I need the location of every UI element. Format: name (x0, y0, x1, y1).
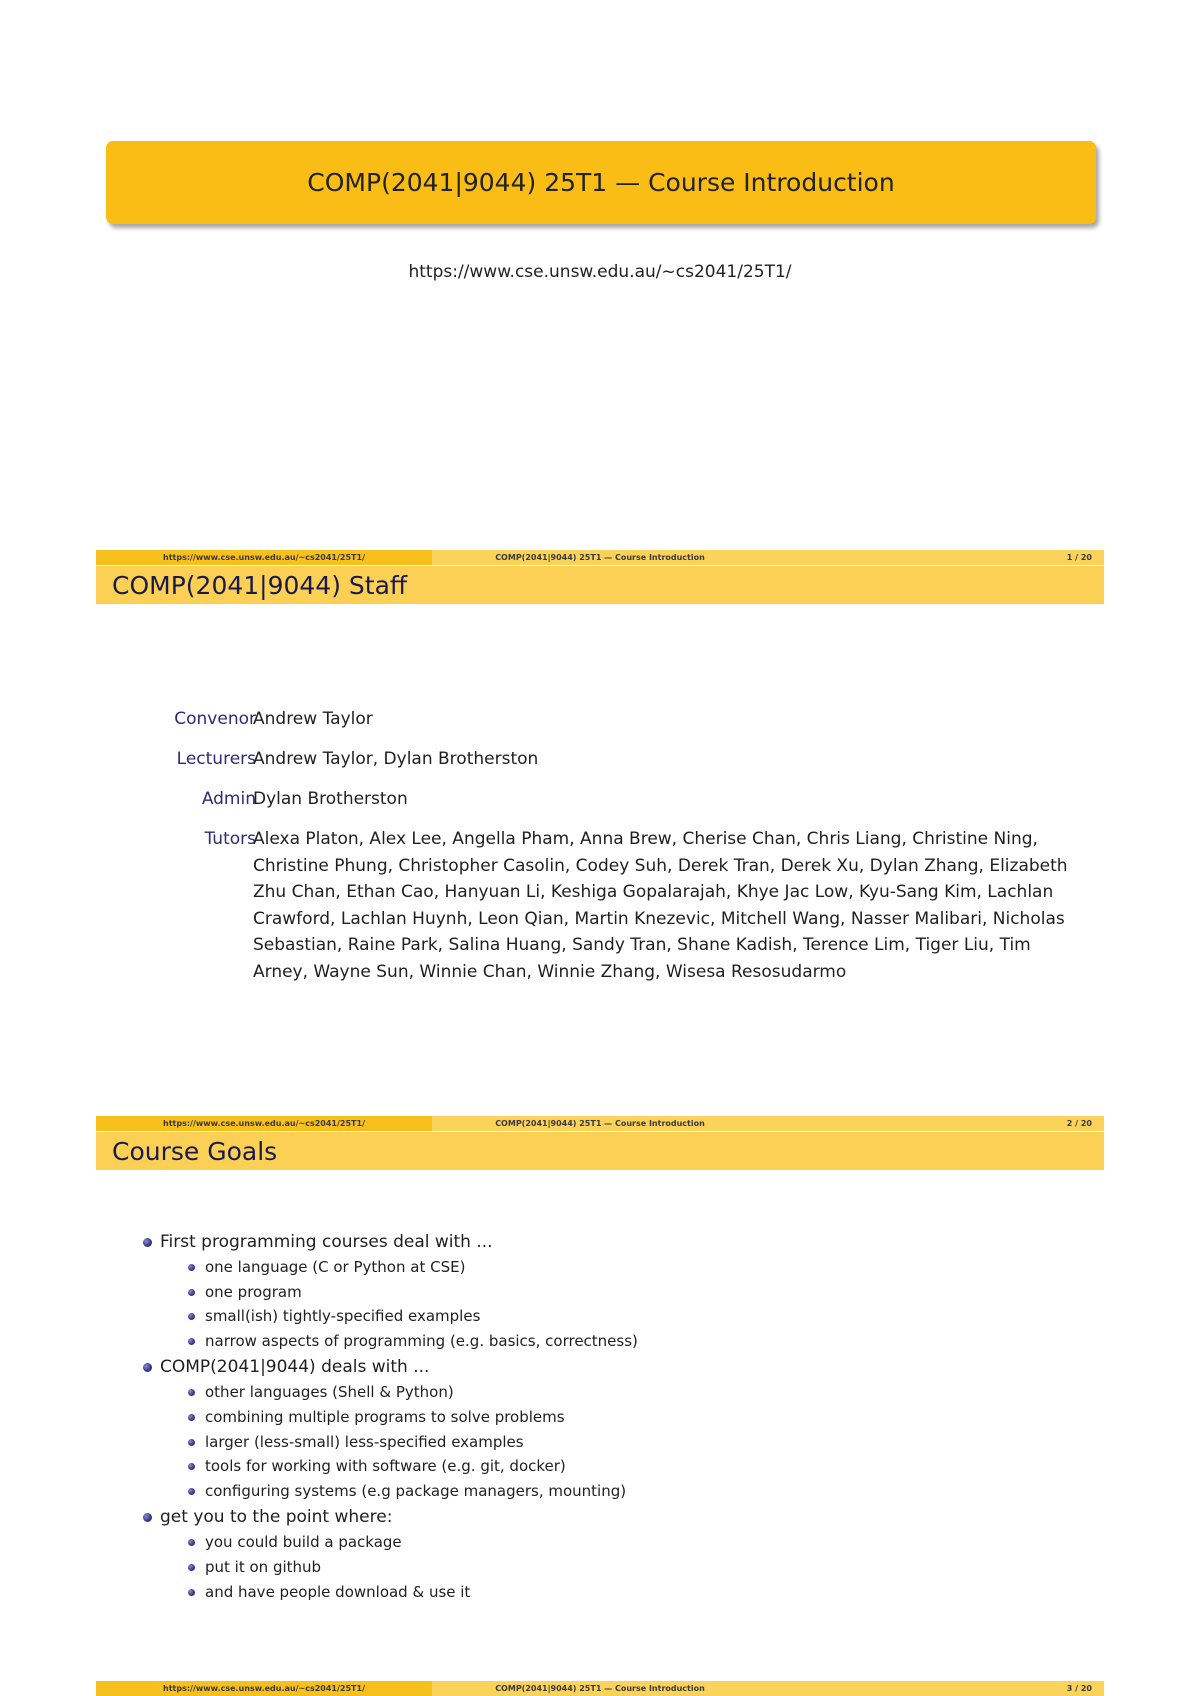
goal-sub-bullet (205, 1533, 402, 1551)
goal-sub-bullet (205, 1408, 565, 1426)
footer-page-number: 1 / 20 (768, 550, 1104, 565)
goal-sub-bullet (205, 1482, 626, 1500)
staff-role: Convenor (174, 709, 256, 729)
goal-sub-bullet (205, 1383, 454, 1401)
bullet-icon (143, 1238, 152, 1247)
title-block (106, 141, 1096, 224)
footer-url[interactable]: https://www.cse.unsw.edu.au/~cs2041/25T1/ (96, 1681, 432, 1696)
sub-bullet-icon (188, 1564, 195, 1571)
goal-bullet-text: get you to the point where: (160, 1507, 393, 1528)
goal-bullet (160, 1507, 392, 1527)
footer-title: COMP(2041|9044) 25T1 — Course Introduction (432, 550, 768, 565)
staff-role: Tutors (204, 829, 256, 849)
goal-sub-bullet-text: other languages (Shell & Python) (205, 1383, 454, 1402)
sub-bullet-icon (188, 1264, 195, 1271)
sub-bullet-icon (188, 1589, 195, 1596)
staff-role: Lecturers (176, 749, 256, 769)
goal-sub-bullet-text: configuring systems (e.g package managers, mounting) (205, 1481, 627, 1500)
sub-bullet-icon (188, 1338, 195, 1345)
sub-bullet-icon (188, 1463, 195, 1470)
goal-sub-bullet-text: put it on github (205, 1558, 322, 1576)
goal-sub-bullet-text: one language (C or Python at CSE) (205, 1258, 466, 1276)
goal-sub-bullet (205, 1457, 566, 1475)
goal-bullet (160, 1357, 429, 1377)
staff-names: Andrew Taylor, Dylan Brotherston (253, 749, 539, 769)
footer-page-number: 2 / 20 (768, 1116, 1104, 1131)
goal-sub-bullet-text: combining multiple programs to solve problems (205, 1408, 565, 1426)
staff-names: Dylan Brotherston (253, 789, 408, 809)
footer-title: COMP(2041|9044) 25T1 — Course Introduction (432, 1116, 768, 1131)
footer-url[interactable]: https://www.cse.unsw.edu.au/~cs2041/25T1/ (96, 1116, 432, 1131)
sub-bullet-icon (188, 1289, 195, 1296)
slide-title (0, 0, 1200, 550)
sub-bullet-icon (188, 1389, 195, 1396)
staff-names: Andrew Taylor (253, 709, 373, 729)
presentation-title: COMP(2041|9044) 25T1 — Course Introduction (307, 168, 895, 197)
footer-title: COMP(2041|9044) 25T1 — Course Introduction (432, 1681, 768, 1696)
goal-sub-bullet (205, 1332, 638, 1350)
goal-sub-bullet (205, 1283, 302, 1301)
bullet-icon (143, 1513, 152, 1522)
goal-sub-bullet (205, 1433, 524, 1451)
footer-page-number: 3 / 20 (768, 1681, 1104, 1696)
goal-sub-bullet-text: small(ish) tightly-specified examples (205, 1307, 481, 1326)
goal-sub-bullet-text: one program (205, 1282, 302, 1301)
sub-bullet-icon (188, 1414, 195, 1421)
goal-sub-bullet (205, 1558, 321, 1576)
frame-title-staff: COMP(2041|9044) Staff (96, 566, 1104, 604)
goal-sub-bullet-text: narrow aspects of programming (e.g. basics, correctness) (205, 1331, 638, 1350)
frame-title-goals: Course Goals (96, 1132, 1104, 1170)
goal-sub-bullet-text: tools for working with software (e.g. git, docker) (205, 1457, 566, 1476)
goal-sub-bullet (205, 1583, 470, 1601)
goal-bullet-text: COMP(2041|9044) deals with ... (160, 1357, 430, 1378)
goal-sub-bullet-text: you could build a package (205, 1533, 402, 1552)
staff-names: Alexa Platon, Alex Lee, Angella Pham, Anna Brew, Cherise Chan, Chris Liang, Christine Ning, Christine Phung, Christopher Casolin, Codey Suh, Derek Tran, Derek Xu, Dylan Zhang, Elizabeth Zhu Chan, Ethan Cao, Hanyuan Li, Keshiga Gopalarajah, Khye Jac Low, Kyu-Sang Kim, Lachlan Crawford, Lachlan Huynh, Leon Qian, Martin Knezevic, Mitchell Wang, Nasser Malibari, Nicholas Sebastian, Raine Park, Salina Huang, Sandy Tran, Shane Kadish, Terence Lim, Tiger Liu, Tim Arney, Wayne Sun, Winnie Chan, Winnie Zhang, Wisesa Resosudarmo (253, 829, 1068, 982)
footer-url[interactable]: https://www.cse.unsw.edu.au/~cs2041/25T1/ (96, 550, 432, 565)
sub-bullet-icon (188, 1488, 195, 1495)
course-url[interactable]: https://www.cse.unsw.edu.au/~cs2041/25T1/ (408, 262, 792, 282)
sub-bullet-icon (188, 1439, 195, 1446)
bullet-icon (143, 1363, 152, 1372)
sub-bullet-icon (188, 1539, 195, 1546)
goal-sub-bullet-text: larger (less-small) less-specified examples (205, 1432, 524, 1451)
footer-slide-2 (96, 1116, 1104, 1131)
sub-bullet-icon (188, 1313, 195, 1320)
footer-slide-3 (96, 1681, 1104, 1696)
staff-role: Admin (201, 789, 256, 809)
goal-sub-bullet (205, 1258, 465, 1276)
goal-bullet-text: First programming courses deal with ... (160, 1232, 493, 1252)
footer-slide-1 (96, 550, 1104, 565)
goal-sub-bullet (205, 1307, 480, 1325)
goal-sub-bullet-text: and have people download & use it (205, 1582, 471, 1601)
goal-bullet (160, 1232, 493, 1252)
